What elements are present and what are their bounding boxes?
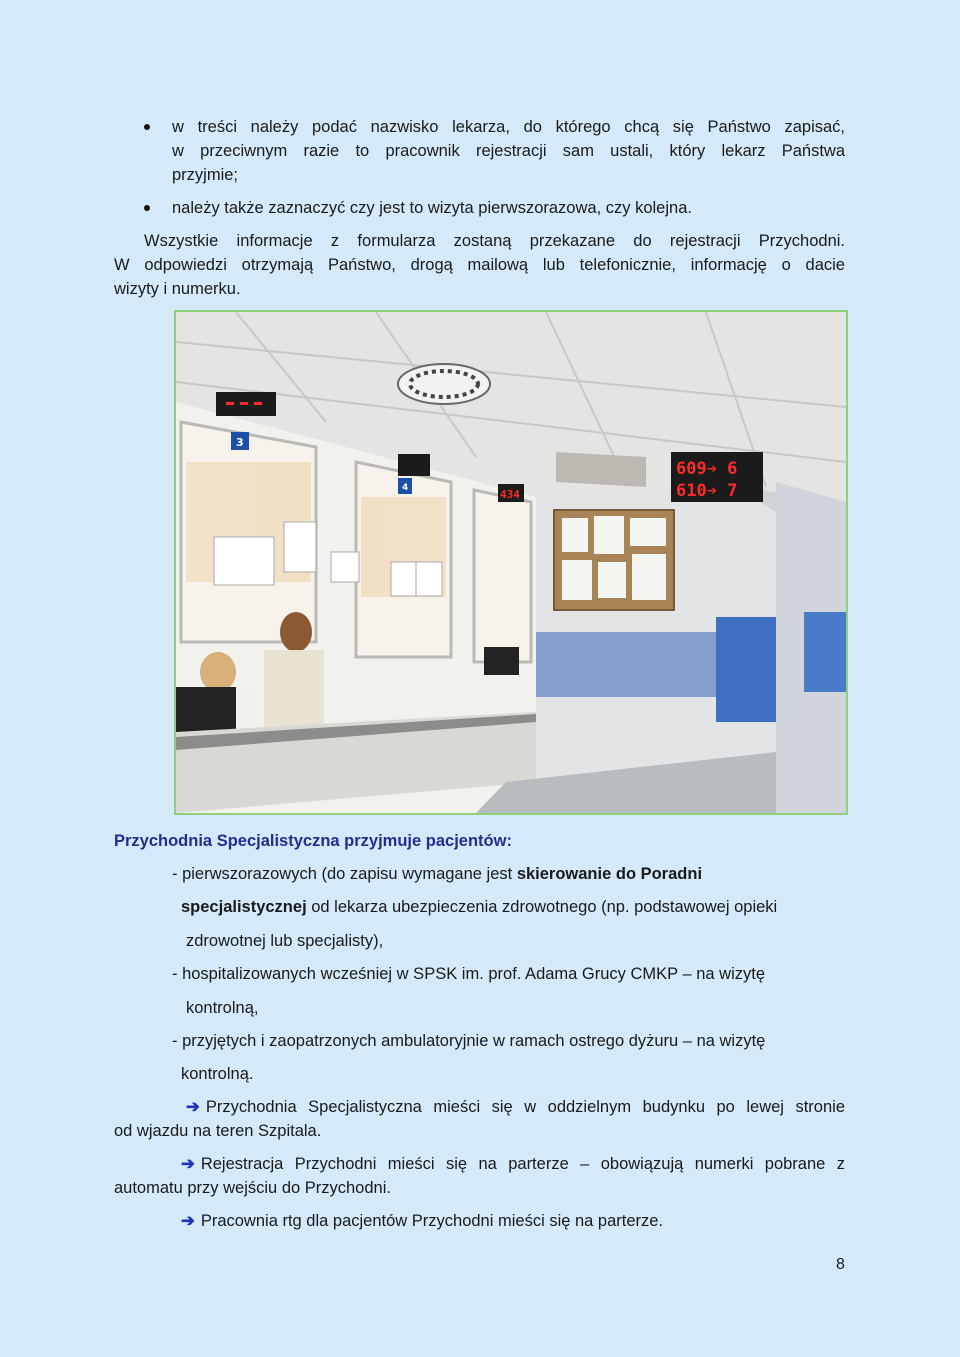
- note-1-line-1: [186, 1095, 845, 1119]
- list-item-2-line-1: - hospitalizowanych wcześniej w SPSK im. prof. Adama Grucy CMKP – na wizytę: [172, 965, 766, 983]
- paragraph-1-line-3: wizyty i numerku.: [114, 280, 241, 298]
- arrow-right-icon: ➔: [181, 1212, 195, 1230]
- list-item-1-bold-b: specjalistycznej: [181, 898, 307, 916]
- list-item-1-text-b: od lekarza ubezpieczenia zdrowotnego (np. podstawowej opieki: [306, 898, 778, 916]
- paragraph-1-line-2: W odpowiedzi otrzymają Państwo, drogą mailową lub telefonicznie, informację o dacie: [114, 256, 845, 274]
- arrow-right-icon: ➔: [186, 1098, 200, 1116]
- list-item-1-bold-a: skierowanie do Poradni: [516, 865, 703, 883]
- arrow-right-icon: ➔: [181, 1155, 195, 1173]
- note-3-text: Pracownia rtg dla pacjentów Przychodni mieści się na parterze.: [200, 1212, 664, 1230]
- paragraph-1-line-1: Wszystkie informacje z formularza zostaną przekazane do rejestracji Przychodni.: [144, 232, 845, 250]
- bullet-marker: [144, 205, 150, 211]
- bullet-1-line-2: w przeciwnym razie to pracownik rejestracji sam ustali, który lekarz Państwa: [172, 142, 845, 160]
- section-heading: Przychodnia Specjalistyczna przyjmuje pacjentów:: [114, 832, 512, 850]
- photo-illustration: [176, 312, 846, 813]
- led-display-line-2: 610➔ 7: [676, 481, 738, 501]
- note-1-text: Przychodnia Specjalistyczna mieści się w oddzielnym budynku po lewej stronie: [205, 1098, 845, 1116]
- bullet-1-line-1: w treści należy podać nazwisko lekarza, do którego chcą się Państwo zapisać,: [172, 118, 845, 136]
- list-item-2-line-2: kontrolną,: [186, 999, 259, 1017]
- list-item-1-line-1: [172, 862, 702, 886]
- registration-desk-photo: [174, 310, 848, 815]
- led-display-small: 434: [500, 488, 520, 501]
- led-display-line-1: 609➔ 6: [676, 459, 738, 479]
- note-2-line-2: automatu przy wejściu do Przychodni.: [114, 1179, 391, 1197]
- note-2-text: Rejestracja Przychodni mieści się na parterze – obowiązują numerki pobrane z: [200, 1155, 845, 1173]
- list-item-1-line-3: zdrowotnej lub specjalisty),: [186, 932, 384, 950]
- list-item-3-line-2: kontrolną.: [181, 1065, 254, 1083]
- bullet-2-line-1: należy także zaznaczyć czy jest to wizyta pierwszorazowa, czy kolejna.: [172, 199, 692, 217]
- list-item-1-text-a: - pierwszorazowych (do zapisu wymagane jest: [172, 865, 517, 883]
- bullet-1-line-3: przyjmie;: [172, 166, 239, 184]
- window-number-3: 3: [236, 436, 244, 449]
- bullet-marker: [144, 124, 150, 130]
- list-item-3-line-1: - przyjętych i zaopatrzonych ambulatoryjnie w ramach ostrego dyżuru – na wizytę: [172, 1032, 766, 1050]
- list-item-1-line-2: [181, 895, 777, 919]
- page-number: 8: [836, 1256, 845, 1273]
- note-1-line-2: od wjazdu na teren Szpitala.: [114, 1122, 322, 1140]
- note-2-line-1: [181, 1152, 845, 1176]
- window-number-4: 4: [402, 483, 409, 493]
- note-3-line-1: [181, 1209, 663, 1233]
